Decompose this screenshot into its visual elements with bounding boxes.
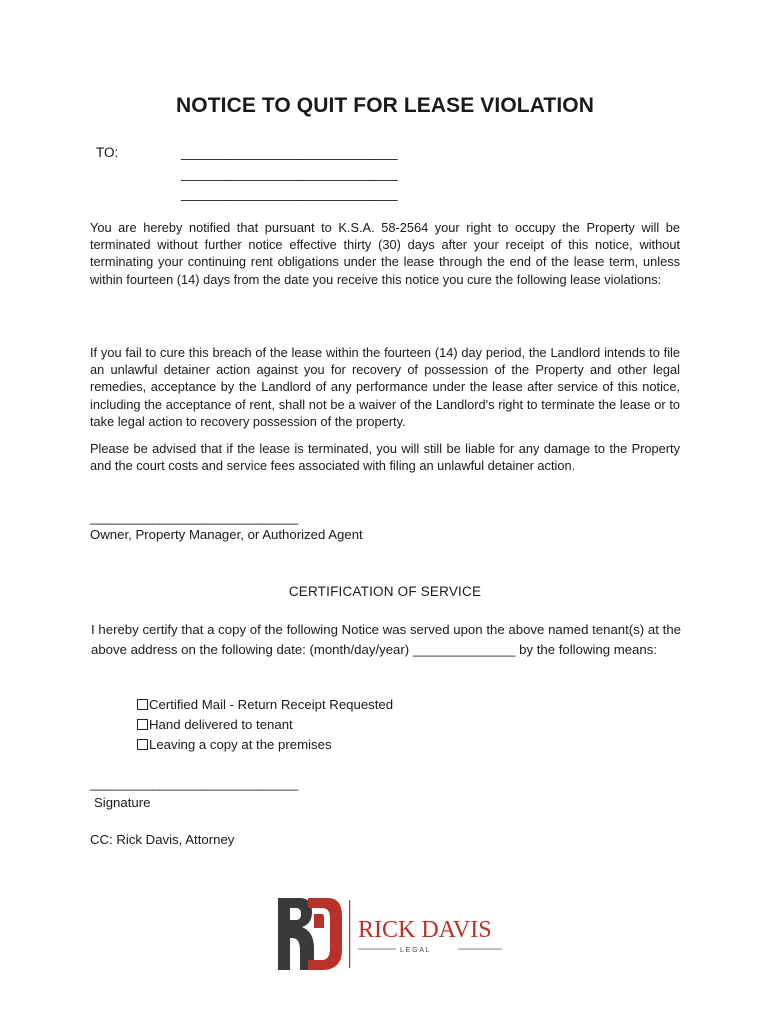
- checkbox-icon[interactable]: [137, 719, 148, 730]
- to-label: TO:: [96, 145, 119, 160]
- option-label: Leaving a copy at the premises: [149, 737, 332, 752]
- breach-paragraph: If you fail to cure this breach of the lease within the fourteen (14) day period, the Landlord intends to file an unlawful detainer action against you for recovery of possession of the Property and other legal remedies, acceptance by the Landlord of any performance under the lease after service of this notice, including the acceptance of rent, shall not be a waiver of the Landlord's right to terminate the lease or to take legal action to recovery possession of the property.: [90, 345, 680, 429]
- option-hand-delivered: [137, 717, 293, 732]
- cc-line: CC: Rick Davis, Attorney: [90, 832, 235, 847]
- owner-signature-line: ______________________________: [90, 510, 298, 525]
- option-label: Hand delivered to tenant: [149, 717, 293, 732]
- option-leaving-copy: [137, 737, 332, 752]
- checkbox-icon[interactable]: [137, 699, 148, 710]
- certification-title: CERTIFICATION OF SERVICE: [288, 584, 482, 599]
- certification-text: I hereby certify that a copy of the following Notice was served upon the above named tenant(s) at the above address on the following date: (month/day/year) ______________ by the following means:: [91, 622, 681, 657]
- document-title: NOTICE TO QUIT FOR LEASE VIOLATION: [176, 94, 594, 117]
- liability-paragraph: Please be advised that if the lease is terminated, you will still be liable for any damage to the Property and the court costs and service fees associated with filing an unlawful detainer action.: [90, 441, 680, 474]
- owner-signature-label: Owner, Property Manager, or Authorized Agent: [90, 527, 363, 542]
- option-certified-mail: [137, 697, 393, 712]
- logo-tagline: L E G A L: [400, 947, 430, 954]
- recipient-line-1: ______________________________: [181, 145, 398, 160]
- recipient-line-3: ______________________________: [181, 186, 398, 201]
- notice-paragraph: You are hereby notified that pursuant to K.S.A. 58-2564 your right to occupy the Property will be terminated without further notice effective thirty (30) days after your receipt of this notice, without terminating your continuing rent obligations under the lease through the end of the lease term, unless within fourteen (14) days from the date you receive this notice you cure the following lease violations:: [90, 220, 680, 287]
- signature-line: ______________________________: [90, 776, 298, 791]
- signature-label: Signature: [94, 795, 151, 810]
- rick-davis-legal-logo: [270, 894, 510, 974]
- checkbox-icon[interactable]: [137, 739, 148, 750]
- recipient-line-2: ______________________________: [181, 166, 398, 181]
- option-label: Certified Mail - Return Receipt Requested: [149, 697, 394, 712]
- logo-name: RICK DAVIS: [358, 917, 492, 943]
